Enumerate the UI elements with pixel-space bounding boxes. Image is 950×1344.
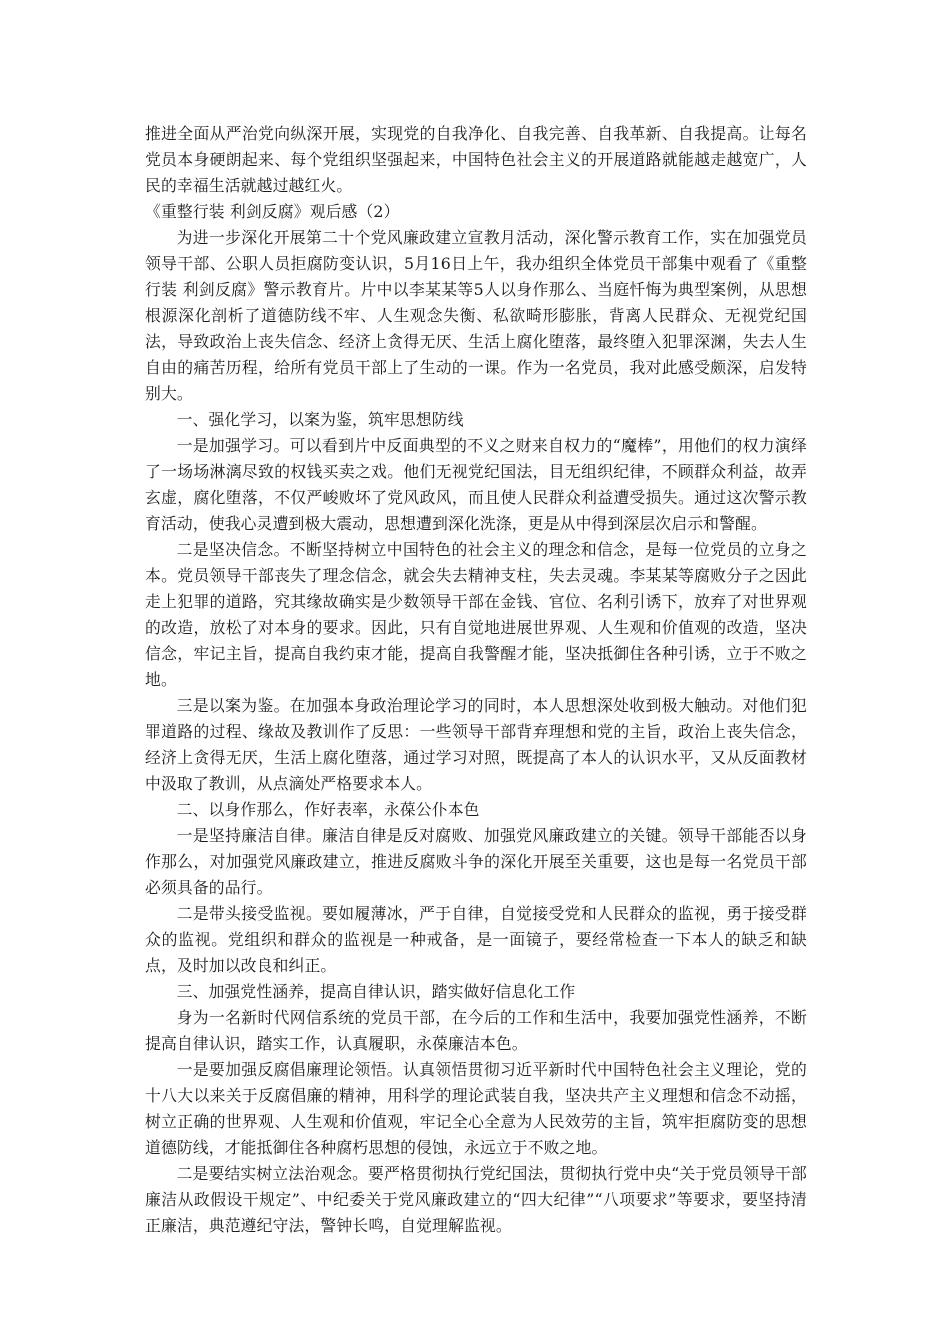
heading-2: 二、以身作那么，作好表率，永葆公仆本色 <box>176 800 480 819</box>
paragraph: 为进一步深化开展第二十个党风廉政建立宣教月活动，深化警示教育工作，实在加强党员领导干部、公职人员拒腐防变认识，5月16日上午，我办组织全体党员干部集中观看了《重整行装 利剑反腐》警示教育片。片中以李某某等5人以身作那么、当庭忏悔为典型案例，从思想根源深化剖析了道德防线不牢、人生观念失衡、私欲畸形膨胀，背离人民群众、无视党纪国法，导致政治上丧失信念、经济上贪得无厌、生活上腐化堕落，最终堕入犯罪深渊，失去人生自由的痛苦历程，给所有党员干部上了生动的一课。作为一名党员，我对此感受颇深，启发特别大。 <box>145 228 807 403</box>
paragraph: 二是要结实树立法治观念。要严格贯彻执行党纪国法，贯彻执行党中央“关于党员领导干部廉洁从政假设干规定”、中纪委关于党风廉政建立的“四大纪律”“八项要求”等要求，要坚持清正廉洁，典范遵纪守法，警钟长鸣，自觉理解监视。 <box>145 1164 807 1235</box>
paragraph: 身为一名新时代网信系统的党员干部，在今后的工作和生活中，我要加强党性涵养，不断提高自律认识，踏实工作，认真履职，永葆廉洁本色。 <box>145 1008 807 1053</box>
paragraph: 三是以案为鉴。在加强本身政治理论学习的同时，本人思想深处收到极大触动。对他们犯罪道路的过程、缘故及教训作了反思：一些领导干部背弃理想和党的主旨，政治上丧失信念，经济上贪得无厌，生活上腐化堕落，通过学习对照，既提高了本人的认识水平，又从反面教材中汲取了教训，从点滴处严格要求本人。 <box>145 696 807 793</box>
paragraph: 二是带头接受监视。要如履薄冰，严于自律，自觉接受党和人民群众的监视，勇于接受群众的监视。党组织和群众的监视是一种戒备，是一面镜子，要经常检查一下本人的缺乏和缺点，及时加以改良和纠正。 <box>145 904 807 975</box>
paragraph: 推进全面从严治党向纵深开展，实现党的自我净化、自我完善、自我革新、自我提高。让每名党员本身硬朗起来、每个党组织坚强起来，中国特色社会主义的开展道路就能越走越宽广，人民的幸福生活就越过越红火。 <box>145 124 807 195</box>
heading-3: 三、加强党性涵养，提高自律认识，踏实做好信息化工作 <box>176 982 576 1001</box>
paragraph: 一是坚持廉洁自律。廉洁自律是反对腐败、加强党风廉政建立的关键。领导干部能否以身作那么，对加强党风廉政建立，推进反腐败斗争的深化开展至关重要，这也是每一名党员干部必须具备的品行。 <box>145 826 807 897</box>
section-title: 《重整行装 利剑反腐》观后感（2） <box>145 202 400 221</box>
paragraph: 一是要加强反腐倡廉理论领悟。认真领悟贯彻习近平新时代中国特色社会主义理论，党的十八大以来关于反腐倡廉的精神，用科学的理论武装自我，坚决共产主义理想和信念不动摇，树立正确的世界观、人生观和价值观，牢记全心全意为人民效劳的主旨，筑牢拒腐防变的思想道德防线，才能抵御住各种腐朽思想的侵蚀，永远立于不败之地。 <box>145 1060 807 1157</box>
paragraph: 一是加强学习。可以看到片中反面典型的不义之财来自权力的“魔棒”，用他们的权力演绎了一场场淋漓尽致的权钱买卖之戏。他们无视党纪国法，目无组织纪律，不顾群众利益，故弄玄虚，腐化堕落，不仅严峻败坏了党风政风，而且使人民群众利益遭受损失。通过这次警示教育活动，使我心灵遭到极大震动，思想遭到深化洗涤，更是从中得到深层次启示和警醒。 <box>145 436 807 533</box>
document-body <box>145 121 807 1239</box>
paragraph: 二是坚决信念。不断坚持树立中国特色的社会主义的理念和信念，是每一位党员的立身之本。党员领导干部丧失了理念信念，就会失去精神支柱，失去灵魂。李某某等腐败分子之因此走上犯罪的道路，究其缘故确实是少数领导干部在金钱、官位、名利引诱下，放弃了对世界观的改造，放松了对本身的要求。因此，只有自觉地进展世界观、人生观和价值观的改造，坚决信念，牢记主旨，提高自我约束才能，提高自我警醒才能，坚决抵御住各种引诱，立于不败之地。 <box>145 540 807 689</box>
heading-1: 一、强化学习，以案为鉴，筑牢思想防线 <box>176 410 464 429</box>
